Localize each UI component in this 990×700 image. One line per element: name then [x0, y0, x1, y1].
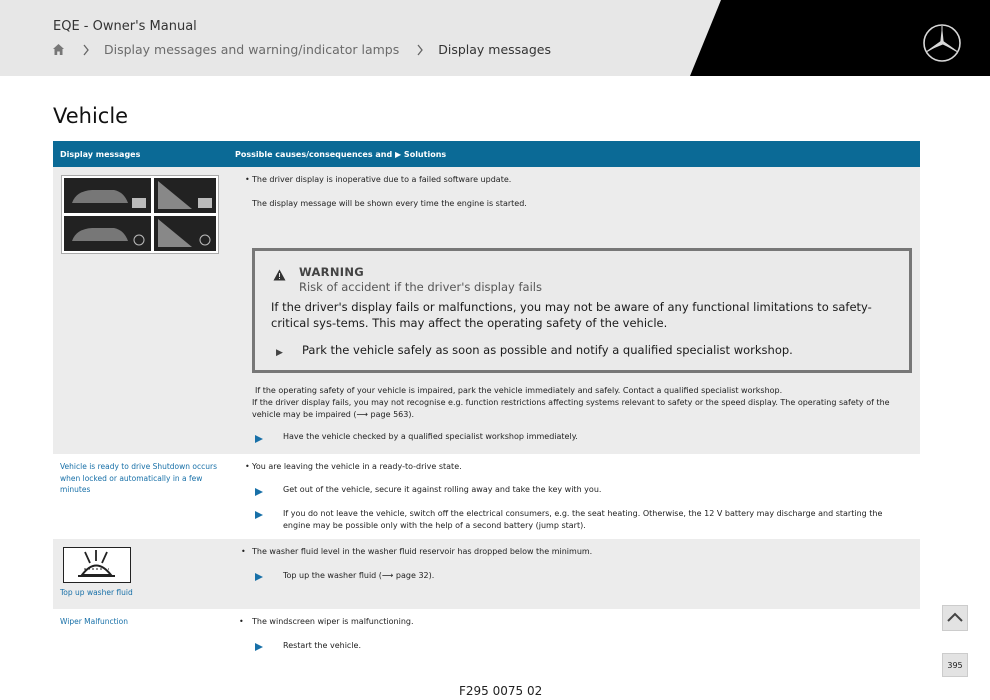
bullet-marker: •	[245, 175, 250, 184]
message-wiper-malfunction[interactable]: Wiper Malfunction	[60, 617, 128, 626]
cause-text: The driver display is inoperative due to a failed software update.	[252, 175, 512, 184]
info-paragraph: If the driver display fails, you may not recognise e.g. function restrictions affecting systems relevant to safety or the speed display. The operating safety of the vehicle may be impaired (⟶ page 563).	[252, 398, 890, 419]
table-row	[53, 427, 920, 454]
solution-text: Have the vehicle checked by a qualified specialist workshop immediately.	[283, 432, 578, 441]
table-row	[53, 454, 920, 539]
arrow-right-icon	[255, 573, 263, 581]
warning-body: If the driver's display fails or malfunctions, you may not be aware of any functional limitations to safety-critical sys-tems. This may affect the operating safety of the vehicle.	[271, 300, 872, 330]
info-paragraph: If the operating safety of your vehicle is impaired, park the vehicle immediately and safely. Contact a qualified specialist workshop.	[255, 386, 783, 395]
cause-text: The windscreen wiper is malfunctioning.	[252, 617, 414, 626]
header	[0, 0, 990, 76]
scroll-to-top-button[interactable]	[942, 605, 968, 631]
cause-text: The washer fluid level in the washer fluid reservoir has dropped below the minimum.	[252, 547, 593, 556]
table-row	[53, 609, 920, 669]
warning-subtitle: Risk of accident if the driver's display fails	[299, 280, 542, 294]
solution-text: Restart the vehicle.	[283, 641, 362, 650]
table-row	[53, 539, 920, 609]
warning-box	[252, 248, 912, 373]
bullet-marker: •	[245, 462, 250, 471]
chevron-right-icon	[82, 44, 90, 56]
solution-text: Get out of the vehicle, secure it against rolling away and take the key with you.	[283, 485, 602, 494]
bullet-marker: •	[241, 547, 246, 556]
warning-action: Park the vehicle safely as soon as possible and notify a qualified specialist workshop.	[302, 343, 793, 357]
page-number-button[interactable]: 395	[942, 653, 968, 677]
arrow-right-icon	[255, 488, 263, 496]
footer-code: F295 0075 02	[459, 684, 543, 698]
note-text: The display message will be shown every time the engine is started.	[252, 199, 527, 208]
column-header-causes: Possible causes/consequences and ▶ Solutions	[235, 150, 447, 159]
chevron-up-icon	[943, 606, 967, 630]
home-icon[interactable]	[52, 43, 65, 56]
table-row	[53, 167, 920, 428]
page-title: Vehicle	[53, 104, 129, 128]
arrow-right-icon: ▶	[276, 348, 283, 358]
bullet-marker: •	[239, 617, 244, 626]
warning-title: WARNING	[299, 265, 364, 279]
app-title: EQE - Owner's Manual	[53, 19, 197, 34]
message-top-up-washer-fluid[interactable]: Top up washer fluid	[60, 588, 133, 597]
mercedes-star-icon[interactable]	[922, 23, 962, 63]
breadcrumb	[52, 42, 551, 57]
washer-fluid-icon	[63, 547, 131, 583]
solution-text: If you do not leave the vehicle, switch off the electrical consumers, e.g. the seat heating. Otherwise, the 12 V battery may discharge and starting the engine may be possible only with the help of a second battery (jump start).	[283, 509, 883, 530]
arrow-right-icon	[255, 643, 263, 651]
table-header	[53, 141, 920, 167]
arrow-right-icon	[255, 511, 263, 519]
message-vehicle-ready[interactable]: Vehicle is ready to drive Shutdown occurs when locked or automatically in a few minutes	[60, 462, 217, 494]
warning-triangle-icon	[273, 269, 286, 281]
arrow-right-icon	[255, 435, 263, 443]
breadcrumb-item-display-messages[interactable]: Display messages	[438, 42, 551, 57]
cause-text: You are leaving the vehicle in a ready-to-drive state.	[252, 462, 462, 471]
column-header-display: Display messages	[60, 150, 141, 159]
solution-text: Top up the washer fluid (⟶ page 32).	[283, 571, 435, 580]
display-messages-table	[53, 141, 920, 669]
chevron-right-icon	[416, 44, 424, 56]
driver-display-image	[61, 175, 219, 254]
breadcrumb-item-display-messages-lamps[interactable]: Display messages and warning/indicator lamps	[104, 42, 400, 57]
